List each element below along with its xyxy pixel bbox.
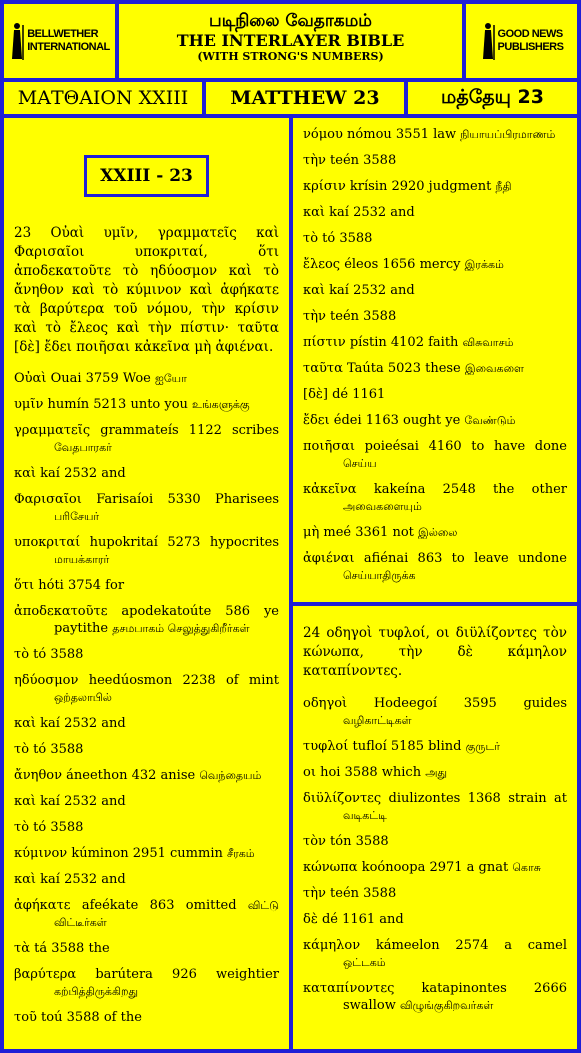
word-entry — [14, 672, 279, 706]
transliteration: toú 3588 of the — [36, 1010, 142, 1025]
greek-word: ηδύοσμον — [14, 673, 79, 688]
transliteration: dé 1161 and — [317, 912, 404, 927]
word-entry — [303, 937, 567, 971]
verse-text: 24 οδηγοὶ τυφλοί, οι διϋλίζοντες τὸν κώνωπα, τὴν δὲ κάμηλον καταπίνοντες. — [303, 625, 567, 679]
word-entry — [303, 885, 567, 902]
tamil-gloss: விட்டு விட்டீர்கள் — [54, 899, 279, 929]
shepherd-icon — [9, 21, 25, 61]
greek-word: καὶ — [14, 466, 37, 481]
tamil-gloss: நீதி — [495, 180, 512, 193]
tamil-gloss: கொசு — [512, 861, 541, 874]
greek-word: δὲ — [303, 912, 318, 927]
greek-chapter: ΜΑΤΘΑΙΟΝ XXIII — [4, 82, 202, 114]
word-list — [14, 370, 279, 1026]
word-entry — [14, 422, 279, 456]
transliteration: afiénai 863 to leave undone — [354, 551, 567, 566]
word-entry — [303, 204, 567, 221]
transliteration: tó 3588 — [29, 647, 84, 662]
greek-word: [δὲ] — [303, 387, 328, 402]
tamil-gloss: உங்களுக்கு — [192, 398, 250, 411]
tamil-gloss: நியாயப்பிரமாணம் — [460, 128, 556, 141]
tamil-gloss: வேண்டும் — [464, 414, 516, 427]
word-entry — [14, 819, 279, 836]
transliteration: dé 1161 — [327, 387, 386, 402]
word-entry — [14, 940, 279, 957]
word-entry — [14, 1009, 279, 1026]
logo-line: PUBLISHERS — [497, 41, 564, 53]
tamil-gloss: விசுவாசம் — [462, 336, 514, 349]
word-entry — [303, 230, 567, 247]
transliteration: hóti 3754 for — [34, 578, 125, 593]
shepherd-icon — [480, 21, 496, 61]
transliteration: kaí 2532 and — [36, 872, 126, 887]
greek-word: νόμου — [303, 127, 343, 142]
greek-word: οδηγοὶ — [303, 696, 348, 711]
tamil-gloss: மாயக்காரர் — [54, 553, 110, 566]
greek-word: μὴ — [303, 525, 320, 540]
greek-word: ἔδει — [303, 413, 330, 428]
tamil-gloss: வடிகட்டி — [343, 809, 387, 822]
transliteration: édei 1163 ought ye — [329, 413, 465, 428]
greek-word: ποιῆσαι — [303, 439, 356, 454]
word-entry — [303, 911, 567, 928]
word-entry — [14, 897, 279, 931]
verse-reference: XXIII - 23 — [84, 155, 209, 197]
logo-line: INTERNATIONAL — [27, 41, 110, 53]
right-bottom-panel — [293, 606, 577, 1049]
tamil-gloss: சீரகம் — [226, 847, 255, 860]
transliteration: afeékate 863 omitted — [70, 898, 248, 913]
greek-word: υμῖν — [14, 397, 44, 412]
tamil-gloss: ஒட்டகம் — [343, 956, 386, 969]
tamil-gloss: கற்பித்திருக்கிறது — [54, 985, 139, 998]
transliteration: poieésai 4160 to have done — [355, 439, 567, 454]
transliteration: heedúosmon 2238 of mint — [78, 673, 279, 688]
left-panel — [4, 118, 289, 1049]
transliteration: tó 3588 — [318, 231, 373, 246]
logo-line: GOOD NEWS — [497, 28, 563, 40]
english-title: THE INTERLAYER BIBLE — [176, 31, 405, 50]
transliteration: tá 3588 the — [29, 941, 110, 956]
transliteration: kaí 2532 and — [325, 283, 415, 298]
word-list — [303, 126, 567, 584]
greek-word: τυφλοί — [303, 739, 349, 754]
tamil-gloss: ஒற்தலாபில் — [54, 691, 112, 704]
greek-word: υποκριταί — [14, 535, 81, 550]
transliteration: diulizontes 1368 strain at — [381, 791, 567, 806]
transliteration: tó 3588 — [29, 742, 84, 757]
transliteration: meé 3361 not — [319, 525, 419, 540]
word-entry — [303, 412, 567, 429]
transliteration: tufloí 5185 blind — [348, 739, 466, 754]
transliteration: kakeína 2548 the other — [356, 482, 567, 497]
transliteration: pístin 4102 faith — [345, 335, 463, 350]
greek-word: ταῦτα — [303, 361, 343, 376]
tamil-gloss: அது — [425, 766, 447, 779]
tamil-gloss: இவைகளை — [464, 362, 524, 375]
greek-word: ἀποδεκατοῦτε — [14, 604, 108, 619]
word-entry — [303, 360, 567, 377]
word-entry — [303, 524, 567, 541]
tamil-gloss: குருடர் — [465, 740, 500, 753]
greek-word: καταπίνοντες — [303, 981, 395, 996]
word-entry — [303, 334, 567, 351]
greek-word: ὅτι — [14, 578, 35, 593]
greek-word: ἀφήκατε — [14, 898, 71, 913]
greek-word: διϋλίζοντες — [303, 791, 382, 806]
transliteration: kaí 2532 and — [36, 466, 126, 481]
greek-word: κρίσιν — [303, 179, 346, 194]
word-entry — [14, 491, 279, 525]
word-entry — [303, 178, 567, 195]
word-entry — [14, 966, 279, 1000]
left-logo — [4, 4, 115, 78]
greek-word: καὶ — [303, 205, 326, 220]
transliteration: Taúta 5023 these — [342, 361, 465, 376]
greek-word: τὸ — [14, 647, 30, 662]
greek-word: κώνωπα — [303, 860, 358, 875]
word-entry — [303, 308, 567, 325]
tamil-gloss: வழிகாட்டிகள் — [343, 714, 412, 727]
tamil-gloss: பரிசேயர் — [54, 510, 100, 523]
transliteration: koónoopa 2971 a gnat — [357, 860, 513, 875]
greek-word: Φαρισαῖοι — [14, 492, 82, 507]
word-entry — [303, 256, 567, 273]
word-entry — [303, 764, 567, 781]
transliteration: krísin 2920 judgment — [345, 179, 496, 194]
tamil-chapter: மத்தேயு 23 — [408, 82, 577, 114]
transliteration: kúminon 2951 cummin — [67, 846, 227, 861]
right-logo — [466, 4, 577, 78]
greek-word: τὸ — [14, 820, 30, 835]
word-entry — [14, 577, 279, 594]
greek-word: ἀφιέναι — [303, 551, 355, 566]
word-entry — [303, 980, 567, 1014]
word-entry — [303, 152, 567, 169]
word-entry — [303, 833, 567, 850]
word-entry — [14, 370, 279, 387]
word-entry — [14, 465, 279, 482]
greek-word: καὶ — [14, 872, 37, 887]
transliteration: hoi 3588 which — [315, 765, 426, 780]
greek-word: καὶ — [303, 283, 326, 298]
transliteration: barútera 926 weightier — [76, 967, 279, 982]
word-entry — [14, 603, 279, 637]
verse-text: 23 Οὐαὶ υμῖν, γραμματεῖς καὶ Φαρισαῖοι υποκριταί, ὅτι ἀποδεκατοῦτε τὸ ηδύοσμον καὶ τὸ ἄνηθον καὶ τὸ κύμινον καὶ ἀφήκατε τὰ βαρύτερα τοῦ νόμου, τὴν κρίσιν καὶ τὸ ἔλεος καὶ τὴν πίστιν· ταῦτα [δὲ] ἔδει ποιῆσαι κἀκεῖνα μὴ ἀφιέναι. — [14, 225, 279, 355]
transliteration: Ouai 3759 Woe — [46, 371, 155, 386]
tamil-gloss: விழுங்குகிறவர்கள் — [399, 999, 494, 1012]
greek-word: κάμηλον — [303, 938, 361, 953]
word-entry — [14, 534, 279, 568]
greek-word: καὶ — [14, 716, 37, 731]
transliteration: apodekatoúte 586 ye paytithe — [54, 604, 279, 636]
transliteration: humín 5213 unto you — [43, 397, 193, 412]
transliteration: grammateís 1122 scribes — [90, 423, 279, 438]
word-entry — [303, 481, 567, 515]
logo-line: BELLWETHER — [27, 28, 99, 40]
word-entry — [303, 550, 567, 584]
english-chapter: MATTHEW 23 — [206, 82, 404, 114]
word-entry — [14, 741, 279, 758]
word-entry — [303, 695, 567, 729]
tamil-gloss: இல்லை — [418, 526, 458, 539]
transliteration: kámeelon 2574 a camel — [360, 938, 567, 953]
transliteration: áneethon 432 anise — [62, 768, 200, 783]
word-entry — [303, 790, 567, 824]
tamil-gloss: ஐயோ — [155, 372, 187, 385]
greek-word: ἄνηθον — [14, 768, 63, 783]
tamil-gloss: இரக்கம் — [464, 258, 504, 271]
greek-word: καὶ — [14, 794, 37, 809]
transliteration: nómou 3551 law — [342, 127, 461, 142]
greek-word: πίστιν — [303, 335, 346, 350]
transliteration: teén 3588 — [325, 886, 397, 901]
transliteration: hupokritaí 5273 hypocrites — [80, 535, 279, 550]
tamil-gloss: செய்யாதிருக்க — [343, 569, 416, 582]
tamil-gloss: செய்ய — [343, 457, 377, 470]
word-entry — [14, 396, 279, 413]
word-entry — [14, 715, 279, 732]
greek-word: κἀκεῖνα — [303, 482, 357, 497]
word-entry — [303, 126, 567, 143]
word-entry — [14, 871, 279, 888]
transliteration: tón 3588 — [325, 834, 389, 849]
transliteration: tó 3588 — [29, 820, 84, 835]
word-entry — [14, 845, 279, 862]
word-entry — [303, 438, 567, 472]
greek-word: κύμινον — [14, 846, 68, 861]
word-entry — [14, 767, 279, 784]
transliteration: kaí 2532 and — [325, 205, 415, 220]
greek-word: βαρύτερα — [14, 967, 77, 982]
word-entry — [14, 646, 279, 663]
greek-word: τὸ — [14, 742, 30, 757]
greek-word: Οὐαὶ — [14, 371, 47, 386]
tamil-gloss: வெந்தையம் — [199, 769, 262, 782]
subtitle: (WITH STRONG'S NUMBERS) — [197, 50, 384, 63]
transliteration: Farisaíoi 5330 Pharisees — [81, 492, 279, 507]
title-block — [119, 4, 462, 78]
word-entry — [303, 859, 567, 876]
transliteration: kaí 2532 and — [36, 794, 126, 809]
tamil-gloss: தசமபாகம் செலுத்துகிறீர்கள் — [112, 622, 250, 635]
word-entry — [14, 793, 279, 810]
greek-word: τὴν — [303, 309, 326, 324]
word-entry — [303, 282, 567, 299]
tamil-title: படிநிலை வேதாகமம் — [209, 11, 372, 31]
transliteration: éleos 1656 mercy — [340, 257, 465, 272]
greek-word: οι — [303, 765, 316, 780]
transliteration: Hodeegoí 3595 guides — [347, 696, 567, 711]
greek-word: τὴν — [303, 153, 326, 168]
greek-word: ἔλεος — [303, 257, 341, 272]
greek-word: τὰ — [14, 941, 30, 956]
right-top-panel — [293, 118, 577, 602]
transliteration: teén 3588 — [325, 309, 397, 324]
tamil-gloss: அவைகளையும் — [343, 500, 422, 513]
word-list — [303, 695, 567, 1014]
transliteration: katapinontes 2666 swallow — [343, 981, 567, 1013]
transliteration: teén 3588 — [325, 153, 397, 168]
greek-word: τὴν — [303, 886, 326, 901]
word-entry — [303, 738, 567, 755]
transliteration: kaí 2532 and — [36, 716, 126, 731]
greek-word: τοῦ — [14, 1010, 37, 1025]
greek-word: τὸ — [303, 231, 319, 246]
greek-word: γραμματεῖς — [14, 423, 91, 438]
tamil-gloss: வேதபாரகர் — [54, 441, 112, 454]
greek-word: τὸν — [303, 834, 326, 849]
word-entry — [303, 386, 567, 403]
